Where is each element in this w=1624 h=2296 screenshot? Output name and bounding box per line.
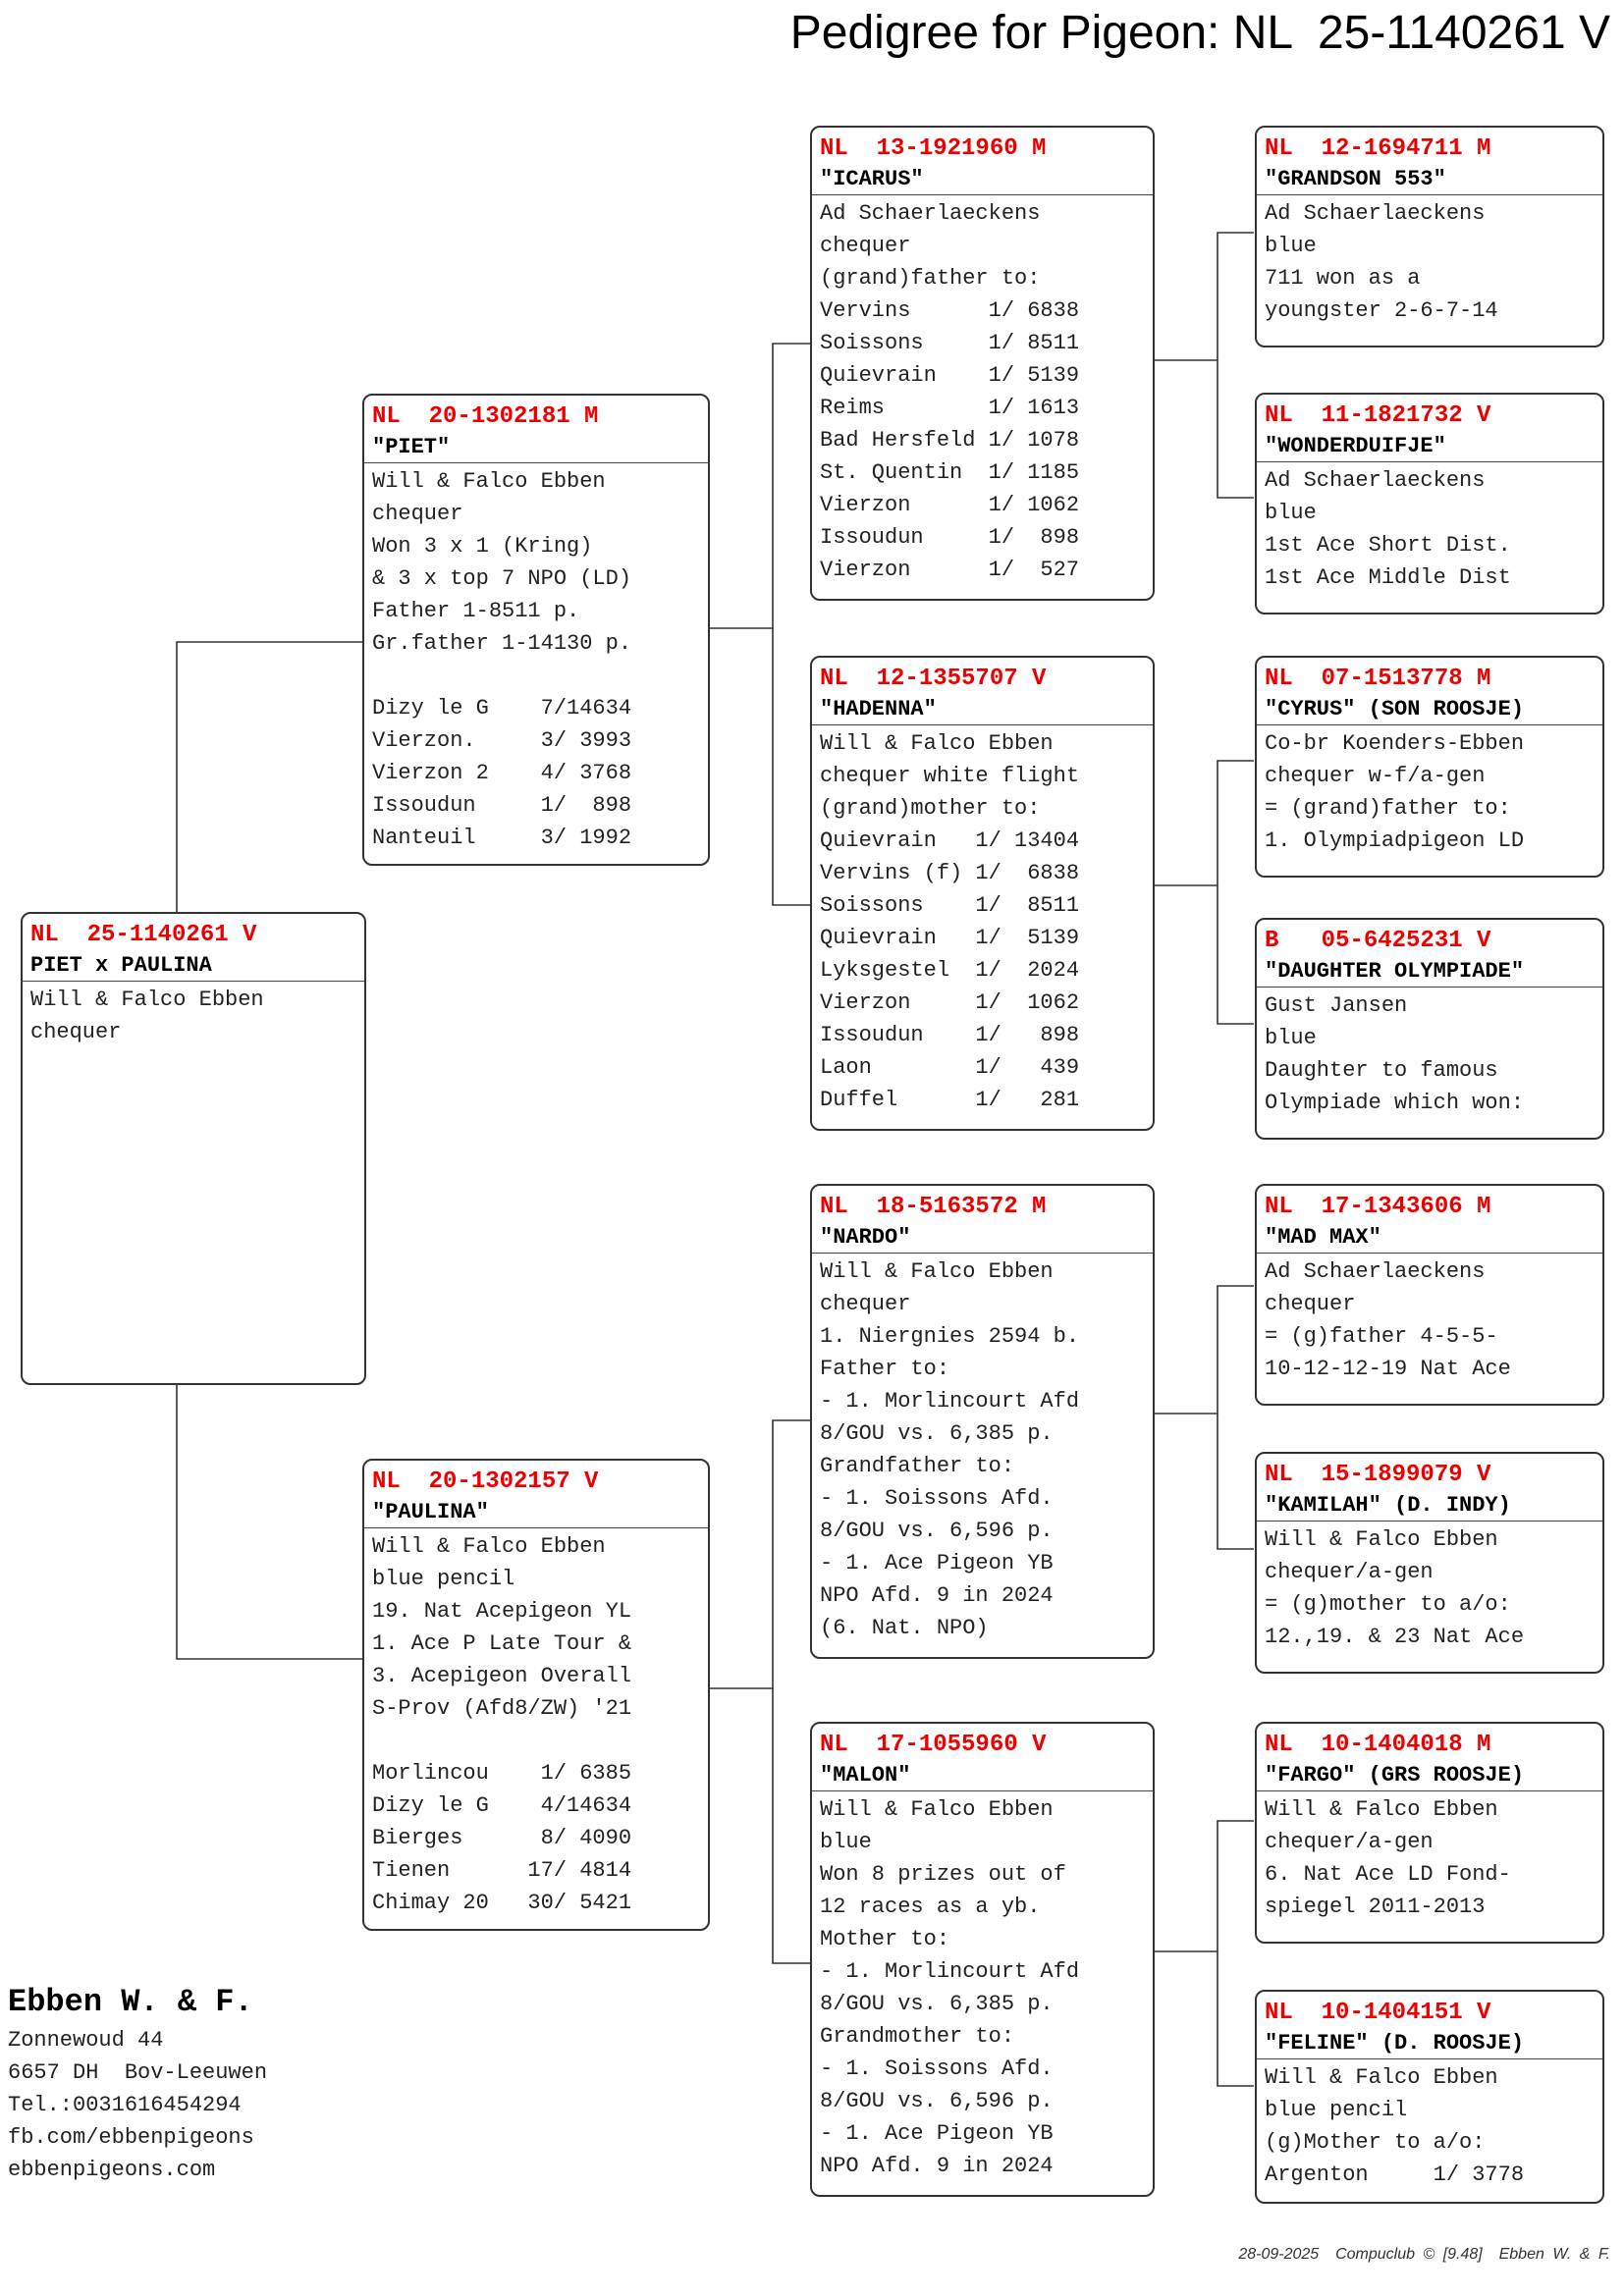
info-line: (g)Mother to a/o: [1265,2130,1486,2155]
info-line: Soissons 1/ 8511 [820,331,1080,355]
info-line: Will & Falco Ebben [1265,1797,1498,1822]
info-line: 8/GOU vs. 6,385 p. [820,1992,1054,2016]
connector-subject-sire [177,642,363,919]
pigeon-name: "PAULINA" [364,1498,708,1528]
ring-number: NL 11-1821732 V [1265,402,1491,429]
pigeon-name: "HADENNA" [812,695,1153,725]
info-line: youngster 2-6-7-14 [1265,298,1498,323]
info-line: = (grand)father to: [1265,796,1511,821]
ring-number: NL 25-1140261 V [30,922,257,948]
info-line: - 1. Ace Pigeon YB [820,2121,1054,2146]
pigeon-name: "FARGO" (GRS ROOSJE) [1257,1761,1602,1791]
info-line: Argenton 1/ 3778 [1265,2163,1525,2187]
info-line: - 1. Soissons Afd. [820,1486,1054,1511]
info-line: Will & Falco Ebben [372,1534,606,1559]
breeder-facebook[interactable]: fb.com/ebbenpigeons [8,2125,254,2150]
info-line: 8/GOU vs. 6,385 p. [820,1421,1054,1446]
connector-sire-gp [710,344,811,628]
ring-number: NL 20-1302181 M [372,403,599,430]
info-line: 10-12-12-19 Nat Ace [1265,1357,1511,1381]
info-line: Quievrain 1/ 5139 [820,363,1080,388]
connector-dd-ggp [1154,1821,1254,1951]
info-line: Nanteuil 3/ 1992 [372,826,632,850]
ring-number: NL 20-1302157 V [372,1468,599,1495]
connector-subject-dam [177,1384,363,1659]
pigeon-name: PIET x PAULINA [23,951,364,982]
info-line [372,660,700,692]
connector-sd-ggp [1154,761,1254,885]
info-line: chequer [1265,1292,1356,1316]
info-line: Won 3 x 1 (Kring) [372,534,593,559]
info-line: Will & Falco Ebben [372,469,606,494]
pigeon-card-subject[interactable] [21,912,366,1385]
info-line: 1. Niergnies 2594 b. [820,1324,1080,1349]
breeder-info [8,1981,267,2186]
info-line: Issoudun 1/ 898 [820,525,1080,550]
connector-ss-ggp2 [1218,360,1254,498]
info-line: Vierzon. 3/ 3993 [372,728,632,753]
info-line: blue [1265,501,1317,525]
info-line: chequer [820,1292,911,1316]
breeder-name: Ebben W. & F. [8,1984,253,2020]
ring-number: NL 17-1055960 V [820,1732,1047,1758]
connector-ds-ggp [1154,1286,1254,1414]
info-line: Grandfather to: [820,1454,1015,1478]
pigeon-card-sire-sire[interactable] [810,126,1155,601]
info-line: = (g)mother to a/o: [1265,1592,1511,1617]
info-line: 1st Ace Short Dist. [1265,533,1511,558]
connector-dam-gp [710,1420,811,1688]
pigeon-card-dsd[interactable] [1255,1452,1604,1674]
info-line: Laon 1/ 439 [820,1055,1080,1080]
info-line: (grand)father to: [820,266,1041,291]
info-line: chequer/a-gen [1265,1830,1434,1854]
info-line: spiegel 2011-2013 [1265,1895,1486,1919]
pigeon-card-sds[interactable] [1255,656,1604,878]
info-line: blue [820,1830,872,1854]
pigeon-card-sire[interactable] [362,394,710,866]
info-line: 8/GOU vs. 6,596 p. [820,1519,1054,1543]
info-line: 8/GOU vs. 6,596 p. [820,2089,1054,2113]
info-line: Vierzon 1/ 1062 [820,990,1080,1015]
ring-number: NL 17-1343606 M [1265,1194,1491,1220]
ring-number: NL 18-5163572 M [820,1194,1047,1220]
ring-number: NL 07-1513778 M [1265,666,1491,692]
pigeon-card-sdd[interactable] [1255,918,1604,1140]
info-line: Issoudun 1/ 898 [820,1023,1080,1047]
pigeon-card-dss[interactable] [1255,1184,1604,1406]
info-line: (grand)mother to: [820,796,1041,821]
ring-number: NL 10-1404018 M [1265,1732,1491,1758]
info-line: 1. Ace P Late Tour & [372,1631,632,1656]
info-line: Will & Falco Ebben [820,1259,1054,1284]
pigeon-name: "NARDO" [812,1223,1153,1254]
ring-number: NL 12-1694711 M [1265,135,1491,162]
info-line: Will & Falco Ebben [820,1797,1054,1822]
info-line: Dizy le G 7/14634 [372,696,632,721]
pigeon-name: "KAMILAH" (D. INDY) [1257,1491,1602,1522]
info-line: chequer [30,1020,122,1044]
info-line: blue pencil [372,1567,515,1591]
info-line: 19. Nat Acepigeon YL [372,1599,632,1624]
info-line: Vierzon 1/ 527 [820,558,1080,582]
info-line: Duffel 1/ 281 [820,1088,1080,1112]
info-line: Tienen 17/ 4814 [372,1858,632,1883]
pigeon-name: "CYRUS" (SON ROOSJE) [1257,695,1602,725]
info-line: - 1. Morlincourt Afd [820,1389,1080,1414]
info-line: - 1. Ace Pigeon YB [820,1551,1054,1575]
ring-number: NL 10-1404151 V [1265,2000,1491,2026]
info-line: Morlincou 1/ 6385 [372,1761,632,1786]
info-line: Olympiade which won: [1265,1091,1525,1115]
connector-ss-ggp [1154,233,1254,360]
pigeon-card-dds[interactable] [1255,1722,1604,1944]
breeder-address-line: 6657 DH Bov-Leeuwen [8,2060,268,2085]
pigeon-name: "FELINE" (D. ROOSJE) [1257,2029,1602,2059]
info-line: 3. Acepigeon Overall [372,1664,632,1688]
info-line: Bad Hersfeld 1/ 1078 [820,428,1080,453]
ring-number: B 05-6425231 V [1265,928,1491,954]
info-line: S-Prov (Afd8/ZW) '21 [372,1696,632,1721]
info-line: chequer w-f/a-gen [1265,764,1486,788]
info-line: NPO Afd. 9 in 2024 [820,2154,1054,2178]
info-line: Dizy le G 4/14634 [372,1793,632,1818]
info-line: Lyksgestel 1/ 2024 [820,958,1080,983]
info-line: Vervins 1/ 6838 [820,298,1080,323]
pigeon-card-sss[interactable] [1255,126,1604,347]
info-line: Gust Jansen [1265,993,1408,1018]
pigeon-name: "ICARUS" [812,165,1153,195]
info-line: Mother to: [820,1927,950,1951]
info-line: Reims 1/ 1613 [820,396,1080,420]
info-line: Vierzon 2 4/ 3768 [372,761,632,785]
pigeon-name: "GRANDSON 553" [1257,165,1602,195]
pigeon-name: "MALON" [812,1761,1153,1791]
info-line: St. Quentin 1/ 1185 [820,460,1080,485]
info-line: 1. Olympiadpigeon LD [1265,828,1525,853]
info-line: Bierges 8/ 4090 [372,1826,632,1850]
info-line: Ad Schaerlaeckens [1265,1259,1486,1284]
info-line: Vierzon 1/ 1062 [820,493,1080,517]
info-line: Vervins (f) 1/ 6838 [820,861,1080,885]
pigeon-card-dam-sire[interactable] [810,1184,1155,1659]
info-line: 12.,19. & 23 Nat Ace [1265,1625,1525,1649]
info-line: Father 1-8511 p. [372,599,580,623]
pigeon-name: "DAUGHTER OLYMPIADE" [1257,957,1602,988]
info-line: Ad Schaerlaeckens [820,201,1041,226]
connector-dd-ggp2 [1218,1951,1254,2086]
info-line: Grandmother to: [820,2024,1015,2049]
info-line: Chimay 20 30/ 5421 [372,1891,632,1915]
info-line: chequer [820,234,911,258]
info-line: Will & Falco Ebben [820,731,1054,756]
ring-number: NL 15-1899079 V [1265,1462,1491,1488]
info-line: chequer [372,502,463,526]
info-line: 1st Ace Middle Dist [1265,565,1511,590]
info-line: Gr.father 1-14130 p. [372,631,632,656]
info-line: Won 8 prizes out of [820,1862,1066,1887]
pigeon-name: "MAD MAX" [1257,1223,1602,1254]
ring-number: NL 12-1355707 V [820,666,1047,692]
info-line: Quievrain 1/ 13404 [820,828,1080,853]
info-line: Quievrain 1/ 5139 [820,926,1080,950]
info-line: Will & Falco Ebben [1265,1527,1498,1552]
info-line: Daughter to famous [1265,1058,1498,1083]
info-line: Soissons 1/ 8511 [820,893,1080,918]
pigeon-name: "PIET" [364,433,708,463]
info-line: 6. Nat Ace LD Fond- [1265,1862,1511,1887]
info-line: Ad Schaerlaeckens [1265,468,1486,493]
info-line: blue [1265,234,1317,258]
pigeon-card-ddd[interactable] [1255,1990,1604,2204]
info-line: = (g)father 4-5-5- [1265,1324,1498,1349]
info-line: chequer/a-gen [1265,1560,1434,1584]
info-line: chequer white flight [820,764,1080,788]
info-line: Issoudun 1/ 898 [372,793,632,818]
info-line: Father to: [820,1357,950,1381]
connector-ds-ggp2 [1218,1414,1254,1549]
info-line: 711 won as a [1265,266,1421,291]
info-line: Ad Schaerlaeckens [1265,201,1486,226]
info-line: blue [1265,1026,1317,1050]
footer-credit: 28-09-2025 Compuclub © [9.48] Ebben W. & F. [1238,2246,1610,2263]
breeder-phone: Tel.:0031616454294 [8,2093,242,2117]
pigeon-card-sire-dam[interactable] [810,656,1155,1131]
connector-dam-gp2 [773,1688,811,1963]
info-line: blue pencil [1265,2098,1408,2122]
info-line: Will & Falco Ebben [30,988,264,1012]
pigeon-card-ssd[interactable] [1255,393,1604,614]
info-line: & 3 x top 7 NPO (LD) [372,566,632,591]
info-line: - 1. Morlincourt Afd [820,1959,1080,1984]
info-line: Will & Falco Ebben [1265,2065,1498,2090]
page-title: Pedigree for Pigeon: NL 25-1140261 V [789,7,1610,59]
info-line: NPO Afd. 9 in 2024 [820,1583,1054,1608]
info-line: - 1. Soissons Afd. [820,2056,1054,2081]
info-line: 12 races as a yb. [820,1895,1041,1919]
pigeon-card-dam[interactable] [362,1459,710,1931]
breeder-website[interactable]: ebbenpigeons.com [8,2158,216,2182]
connector-sd-ggp2 [1218,885,1254,1024]
pigeon-card-dam-dam[interactable] [810,1722,1155,2197]
connector-sire-gp2 [773,628,811,905]
info-line: (6. Nat. NPO) [820,1616,989,1640]
ring-number: NL 13-1921960 M [820,135,1047,162]
info-line [372,1725,700,1757]
breeder-address-line: Zonnewoud 44 [8,2028,164,2053]
info-line: Co-br Koenders-Ebben [1265,731,1525,756]
pigeon-name: "WONDERDUIFJE" [1257,432,1602,462]
